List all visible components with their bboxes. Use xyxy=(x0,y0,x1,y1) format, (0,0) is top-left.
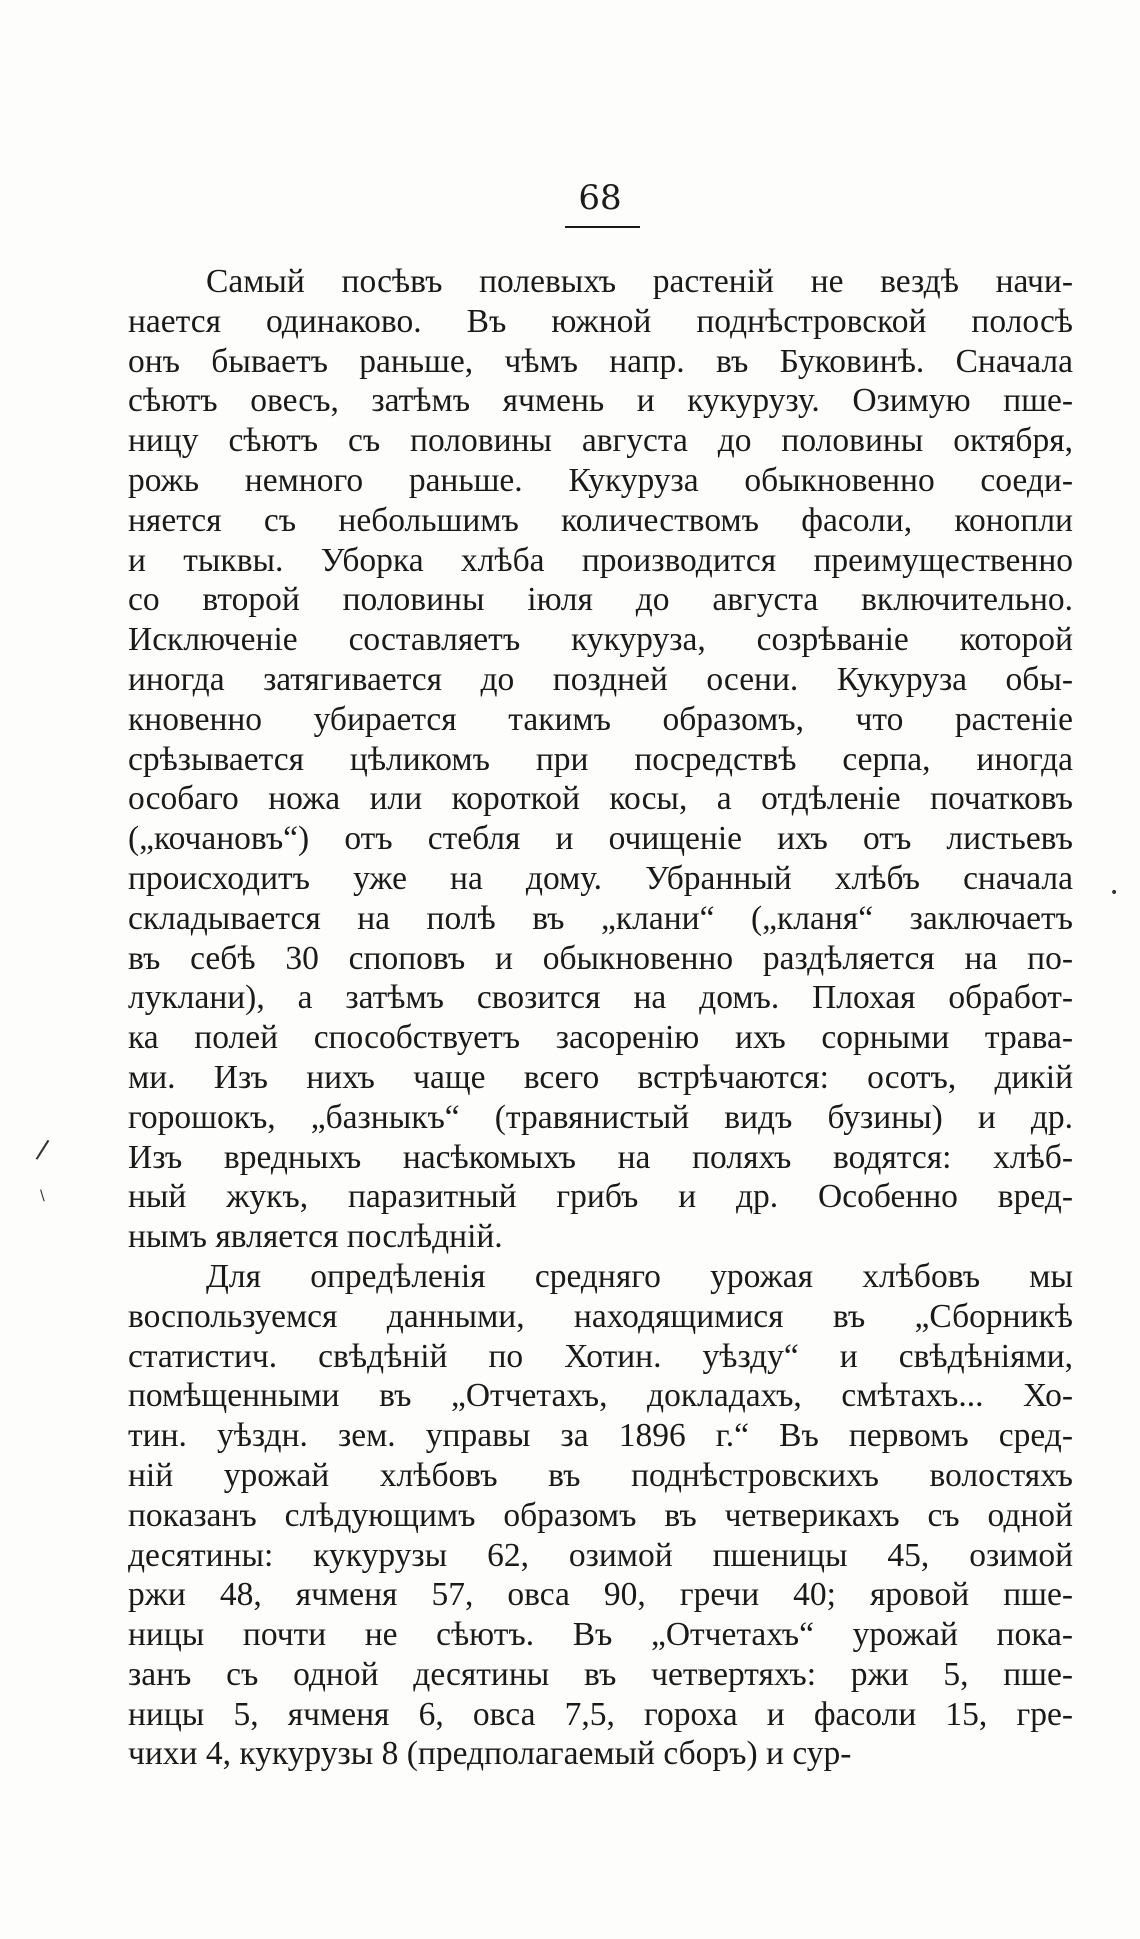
text-line: Для опредѣленія средняго урожая хлѣбовъ мы xyxy=(206,1257,1073,1295)
text-line: со второй половины іюля до августа включительно. xyxy=(128,581,1073,619)
text-line: и тыквы. Уборка хлѣба производится преимущественно xyxy=(128,541,1073,579)
text-line: ницу сѣютъ съ половины августа до половины октября, xyxy=(128,422,1073,460)
text-line: сѣютъ овесъ, затѣмъ ячмень и кукурузу. Озимую пше- xyxy=(128,382,1073,420)
paragraph-1 xyxy=(128,262,1073,1257)
page-number-rule xyxy=(565,226,640,228)
text-line: онъ бываетъ раньше, чѣмъ напр. въ Буковинѣ. Сначала xyxy=(128,342,1073,380)
text-line: чихи 4, кукурузы 8 (предполагаемый сборъ) и сур- xyxy=(128,1735,852,1773)
text-line: рожь немного раньше. Кукуруза обыкновенно соеди- xyxy=(128,461,1073,499)
text-line: нается одинаково. Въ южной поднѣстровской полосѣ xyxy=(128,302,1073,340)
text-line: Самый посѣвъ полевыхъ растеній не вездѣ начи- xyxy=(206,263,1073,300)
text-line: ржи 48, ячменя 57, овса 90, гречи 40; яровой пше- xyxy=(128,1576,1073,1614)
text-line: горошокъ, „базныкъ“ (травянистый видъ бузины) и др. xyxy=(128,1098,1073,1136)
page-number: 68 xyxy=(578,178,622,218)
text-line: складывается на полѣ въ „клани“ („кланя“ заключаетъ xyxy=(128,899,1073,937)
text-line: луклани), а затѣмъ свозится на домъ. Плохая обработ- xyxy=(128,979,1073,1017)
text-line: Исключеніе составляетъ кукуруза, созрѣваніе которой xyxy=(128,621,1073,659)
text-line: ній урожай хлѣбовъ въ поднѣстровскихъ волостяхъ xyxy=(128,1456,1073,1494)
text-line: ка полей способствуетъ засоренію ихъ сорными трава- xyxy=(128,1019,1073,1057)
text-line: ницы почти не сѣютъ. Въ „Отчетахъ“ урожай пока- xyxy=(128,1616,1073,1654)
margin-mark-left: / xyxy=(34,1134,51,1166)
text-line: происходитъ уже на дому. Убранный хлѣбъ сначала xyxy=(128,859,1073,897)
text-line: срѣзывается цѣликомъ при посредствѣ серпа, иногда xyxy=(128,740,1073,778)
text-line: иногда затягивается до поздней осени. Кукуруза обы- xyxy=(128,660,1073,698)
margin-mark-right: • xyxy=(1110,885,1119,901)
text-line: десятины: кукурузы 62, озимой пшеницы 45, озимой xyxy=(128,1536,1073,1574)
text-line: ницы 5, ячменя 6, овса 7,5, гороха и фасоли 15, гре- xyxy=(128,1695,1073,1733)
text-line: ми. Изъ нихъ чаще всего встрѣчаются: осотъ, дикій xyxy=(128,1058,1073,1096)
margin-mark-left-dot: \ xyxy=(40,1188,45,1204)
text-line: особаго ножа или короткой косы, а отдѣленіе початковъ xyxy=(128,780,1073,818)
text-line: воспользуемся данными, находящимися въ „Сборникѣ xyxy=(128,1297,1073,1335)
paragraph-2 xyxy=(128,1257,1073,1774)
text-line: показанъ слѣдующимъ образомъ въ четверикахъ съ одной xyxy=(128,1496,1073,1534)
text-line: Изъ вредныхъ насѣкомыхъ на поляхъ водятся: хлѣб- xyxy=(128,1138,1073,1176)
text-line: помѣщенными въ „Отчетахъ, докладахъ, смѣтахъ... Хо- xyxy=(128,1377,1073,1415)
text-line: нымъ является послѣдній. xyxy=(128,1218,503,1256)
body-text xyxy=(128,262,1073,1774)
text-line: няется съ небольшимъ количествомъ фасоли, конопли xyxy=(128,501,1073,539)
text-line: занъ съ одной десятины въ четвертяхъ: ржи 5, пше- xyxy=(128,1655,1073,1693)
text-line: статистич. свѣдѣній по Хотин. уѣзду“ и свѣдѣніями, xyxy=(128,1337,1073,1375)
text-line: („кочановъ“) отъ стебля и очищеніе ихъ отъ листьевъ xyxy=(128,820,1073,858)
text-line: въ себѣ 30 споповъ и обыкновенно раздѣляется на по- xyxy=(128,939,1073,977)
text-line: кновенно убирается такимъ образомъ, что растеніе xyxy=(128,700,1073,738)
text-line: тин. уѣздн. зем. управы за 1896 г.“ Въ первомъ сред- xyxy=(128,1417,1073,1455)
text-line: ный жукъ, паразитный грибъ и др. Особенно вред- xyxy=(128,1178,1073,1216)
